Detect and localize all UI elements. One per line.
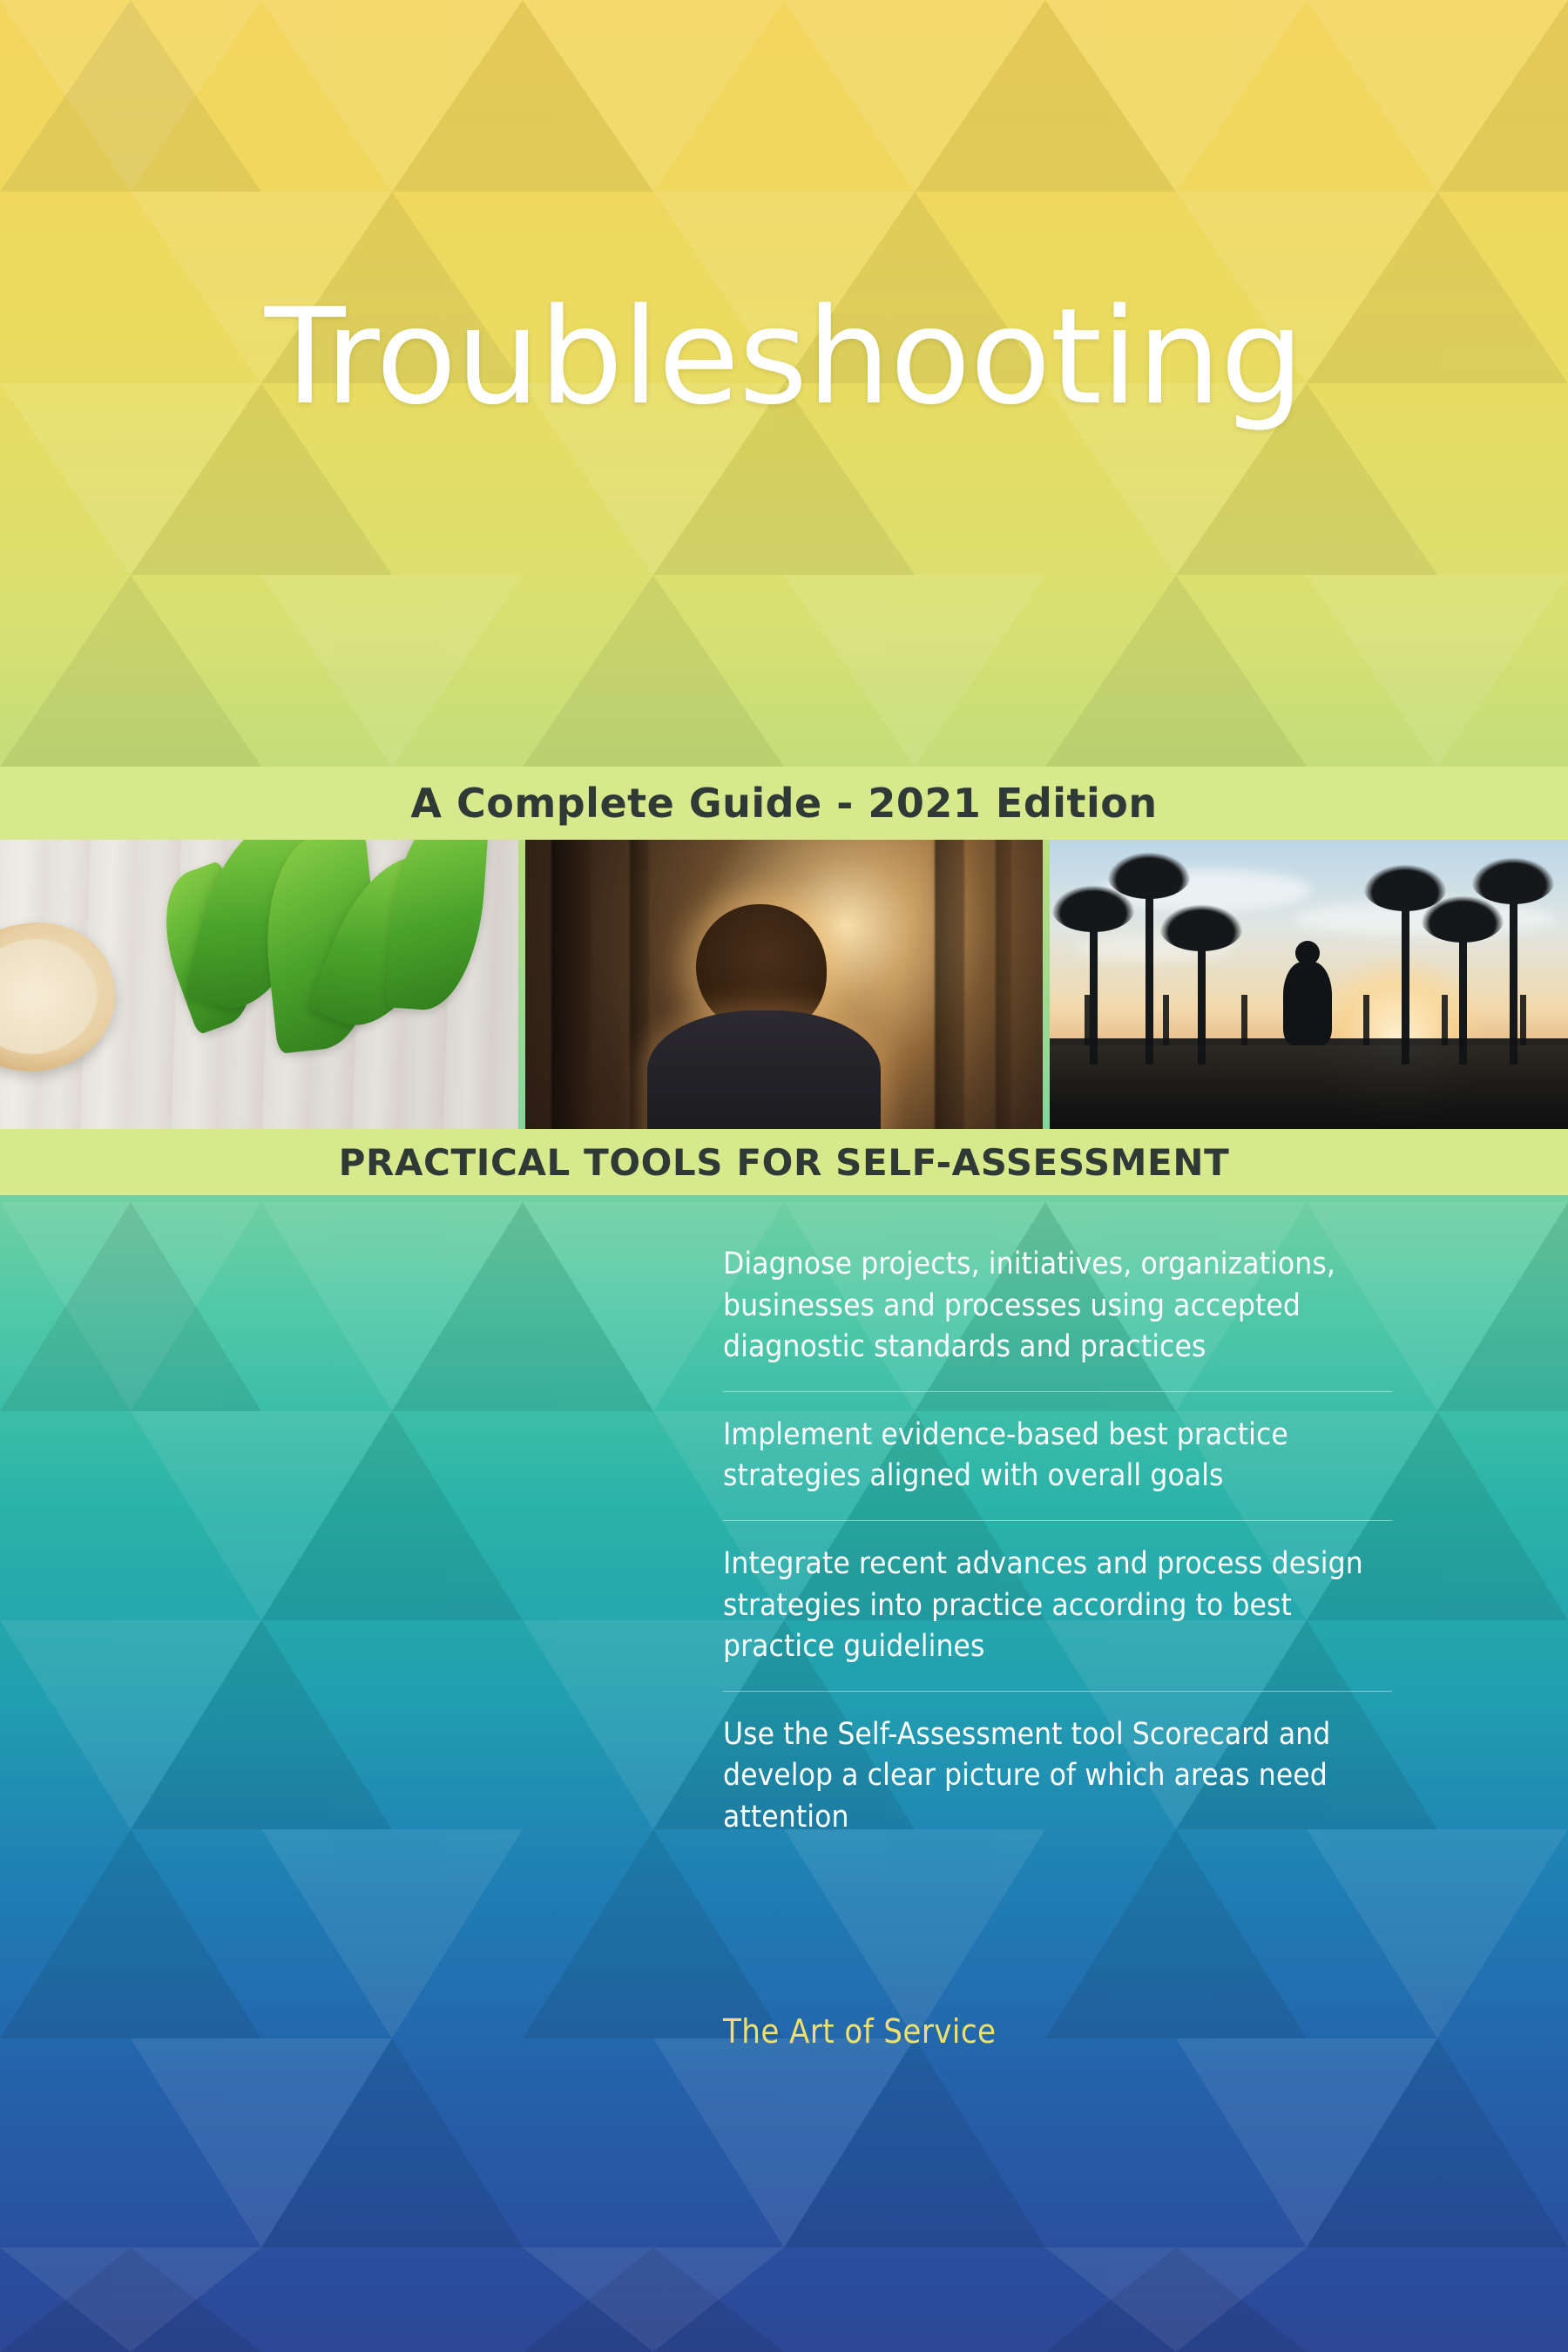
- bread-and-greens-photo: [0, 840, 518, 1129]
- list-item: Integrate recent advances and process design strategies into practice according to best practice guidelines: [723, 1520, 1392, 1691]
- pier-post-shape: [1085, 995, 1091, 1045]
- palm-tree-shape: [1146, 882, 1153, 1064]
- pier-post-shape: [1163, 995, 1169, 1045]
- photo-strip: [0, 840, 1568, 1129]
- pier-post-shape: [1520, 995, 1526, 1045]
- subtitle-text: A Complete Guide - 2021 Edition: [410, 780, 1158, 827]
- subtitle-band: [0, 767, 1568, 840]
- palm-trees-pier-photo: [1050, 840, 1568, 1129]
- pier-post-shape: [1363, 995, 1369, 1045]
- tagline-band: [0, 1129, 1568, 1195]
- pier-post-shape: [1442, 995, 1448, 1045]
- pier-deck-shape: [1050, 1045, 1568, 1129]
- title-block: [0, 280, 1568, 434]
- list-item: Diagnose projects, initiatives, organizations, businesses and processes using accepted diagnostic standards and practices: [723, 1247, 1335, 1365]
- cyclist-silhouette-shape: [1283, 962, 1332, 1045]
- person-body-shape: [647, 1010, 881, 1129]
- bullet-list: [723, 1244, 1392, 1862]
- page-title: Troubleshooting: [264, 280, 1304, 434]
- tree-trunk-shape: [935, 840, 964, 1129]
- list-item: Use the Self-Assessment tool Scorecard and develop a clear picture of which areas need attention: [723, 1691, 1392, 1862]
- tree-trunk-shape: [996, 840, 1011, 1129]
- list-item: Implement evidence-based best practice strategies aligned with overall goals: [723, 1391, 1392, 1520]
- person-in-forest-photo: [525, 840, 1044, 1129]
- pier-post-shape: [1241, 995, 1247, 1045]
- tree-trunk-shape: [630, 840, 649, 1129]
- tagline-text: PRACTICAL TOOLS FOR SELF-ASSESSMENT: [338, 1140, 1230, 1184]
- bread-slice-shape: [0, 913, 125, 1083]
- publisher-name: The Art of Service: [723, 2012, 997, 2051]
- tree-trunk-shape: [551, 840, 591, 1129]
